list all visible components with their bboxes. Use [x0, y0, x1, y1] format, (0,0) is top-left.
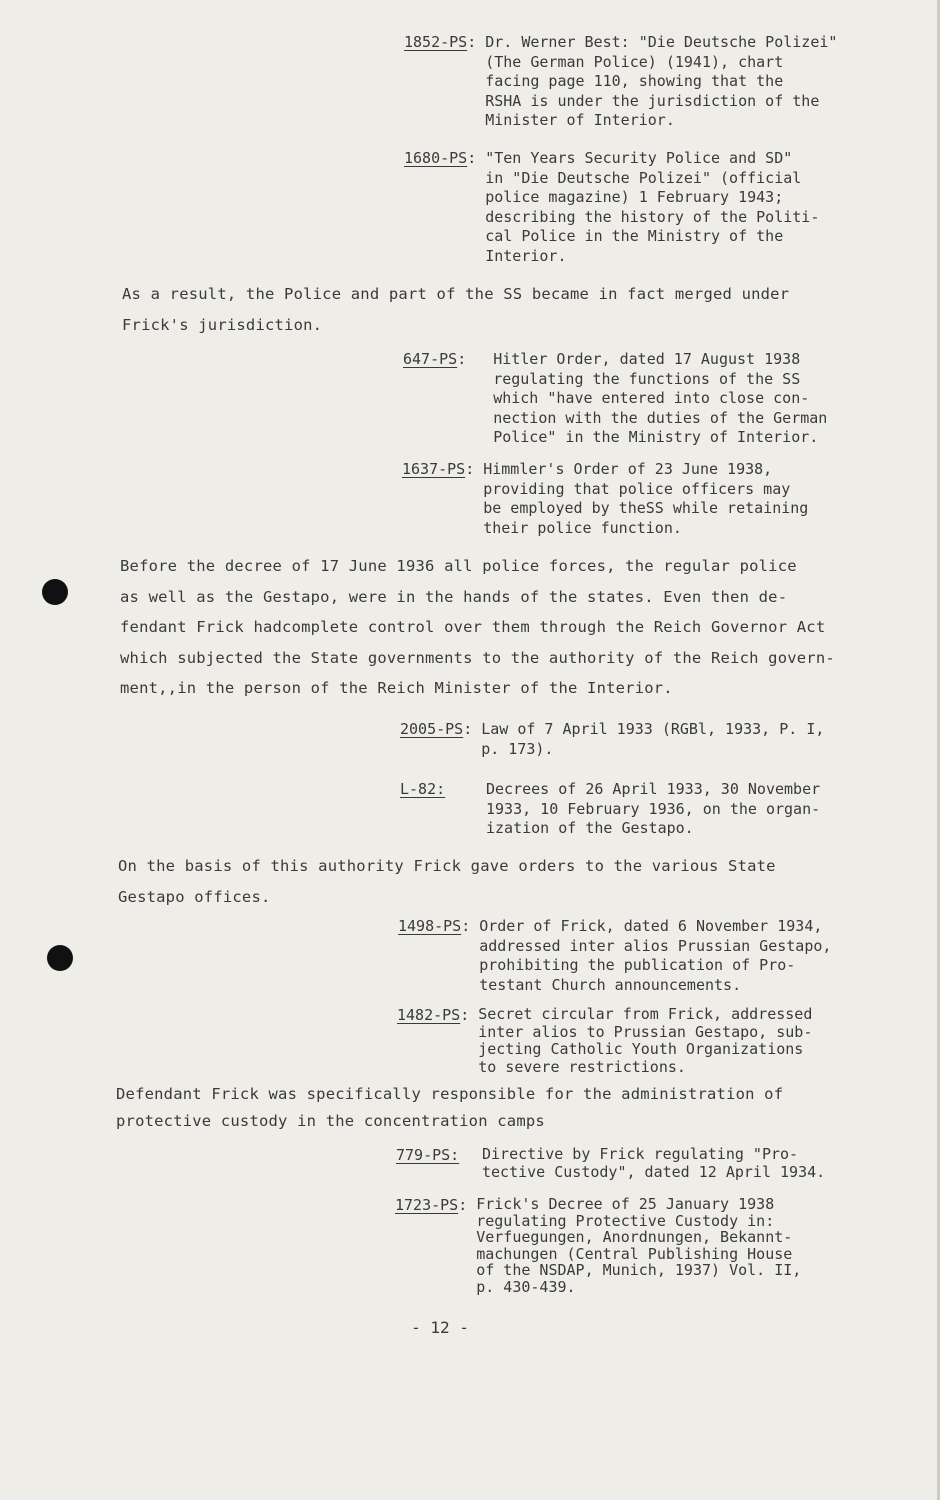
- citation-text: Dr. Werner Best: "Die Deutsche Polizei" (The German Police) (1941), chart facing page 110, showing that the RSHA is under the jurisdiction of the Minister of Interior.: [485, 33, 838, 129]
- citation-ref: 1498-PS: [398, 917, 462, 935]
- citation-text: Himmler's Order of 23 June 1938, providing that police officers may be employed by theSS while retaining their police function.: [483, 460, 809, 537]
- citation-ref: 1723-PS: [395, 1196, 459, 1214]
- citation-text: Order of Frick, dated 6 November 1934, addressed inter alios Prussian Gestapo, prohibiting the publication of Pro- testant Church announcements.: [479, 917, 832, 994]
- citation-ref: 1637-PS: [402, 460, 466, 478]
- punch-hole: [42, 579, 68, 605]
- citation-block: [396, 1146, 891, 1181]
- citation-ref: 779-PS:: [396, 1146, 460, 1164]
- citation-block: 1498-PS : Order of Frick, dated 6 November 1934, addressed inter alios Prussian Gestapo, prohibiting the publication of Pro- testant Church announcements.: [398, 917, 893, 995]
- citation-block: 647-PS : Hitler Order, dated 17 August 1938 regulating the functions of the SS which "have entered into close con- nection with the duties of the German Police" in the Ministry of Interior.: [403, 350, 883, 448]
- body-paragraph: Defendant Frick was specifically responsible for the administration of protective custody in the concentration camps: [116, 1085, 784, 1130]
- citation-ref: L-82:: [400, 780, 446, 798]
- citation-text: Law of 7 April 1933 (RGBl, 1933, P. I, p. 173).: [481, 720, 825, 758]
- citation-block: 1680-PS : "Ten Years Security Police and SD" in "Die Deutsche Polizei" (official police magazine) 1 February 1943; describing the history of the Politi- cal Police in the Ministry of the Interior.: [404, 149, 884, 266]
- citation-ref: 2005-PS: [400, 720, 464, 738]
- citation-ref: 647-PS: [403, 350, 458, 368]
- body-paragraph: As a result, the Police and part of the SS became in fact merged under Frick's jurisdiction.: [122, 285, 790, 334]
- citation-text: Decrees of 26 April 1933, 30 November 1933, 10 February 1936, on the organ- ization of the Gestapo.: [486, 780, 821, 837]
- punch-hole: [47, 945, 73, 971]
- citation-ref: 1852-PS: [404, 33, 468, 51]
- body-paragraph: On the basis of this authority Frick gave orders to the various State Gestapo offices.: [118, 857, 776, 906]
- page-number: - 12 -: [411, 1318, 469, 1337]
- citation-block: 1852-PS : Dr. Werner Best: "Die Deutsche Polizei" (The German Police) (1941), chart facing page 110, showing that the RSHA is under the jurisdiction of the Minister of Interior.: [404, 33, 884, 131]
- citation-block: [400, 780, 890, 839]
- citation-text: Hitler Order, dated 17 August 1938 regulating the functions of the SS which "have entered into close con- nection with the duties of the German Police" in the Ministry of Interior.: [493, 350, 828, 446]
- citation-ref: 1680-PS: [404, 149, 468, 167]
- body-paragraph: Before the decree of 17 June 1936 all police forces, the regular police as well as the Gestapo, were in the hands of the states. Even then de- fendant Frick hadcomplete control over them through the Reich Governor Act which subjected the State governments to the authority of the Reich govern- ment,,in the person of the Reich Minister of the Interior.: [120, 557, 835, 697]
- citation-text: Directive by Frick regulating "Pro- tective Custody", dated 12 April 1934.: [482, 1145, 826, 1181]
- citation-block: 1723-PS : Frick's Decree of 25 January 1938 regulating Protective Custody in: Verfuegungen, Anordnungen, Bekannt- machungen (Central Publishing House of the NSDAP, Munich, 1937) Vol. II, p. 430-439.: [395, 1196, 890, 1295]
- citation-block: 1482-PS : Secret circular from Frick, addressed inter alios to Prussian Gestapo, sub- jecting Catholic Youth Organizations to severe restrictions.: [397, 1006, 892, 1076]
- citation-ref: 1482-PS: [397, 1006, 461, 1024]
- citation-text: Frick's Decree of 25 January 1938 regulating Protective Custody in: Verfuegungen, Anordnungen, Bekannt- machungen (Central Publishing House of the NSDAP, Munich, 1937) Vol. II, p. 430-439.: [476, 1195, 802, 1296]
- citation-text: Secret circular from Frick, addressed inter alios to Prussian Gestapo, sub- jecting Catholic Youth Organizations to severe restrictions.: [478, 1005, 813, 1076]
- citation-block: 1637-PS : Himmler's Order of 23 June 1938, providing that police officers may be employed by theSS while retaining their police function.: [402, 460, 882, 538]
- citation-block: 2005-PS : Law of 7 April 1933 (RGBl, 1933, P. I, p. 173).: [400, 720, 890, 759]
- citation-text: "Ten Years Security Police and SD" in "Die Deutsche Polizei" (official police magazine) 1 February 1943; describing the history of the Politi- cal Police in the Ministry of the Interior.: [485, 149, 820, 265]
